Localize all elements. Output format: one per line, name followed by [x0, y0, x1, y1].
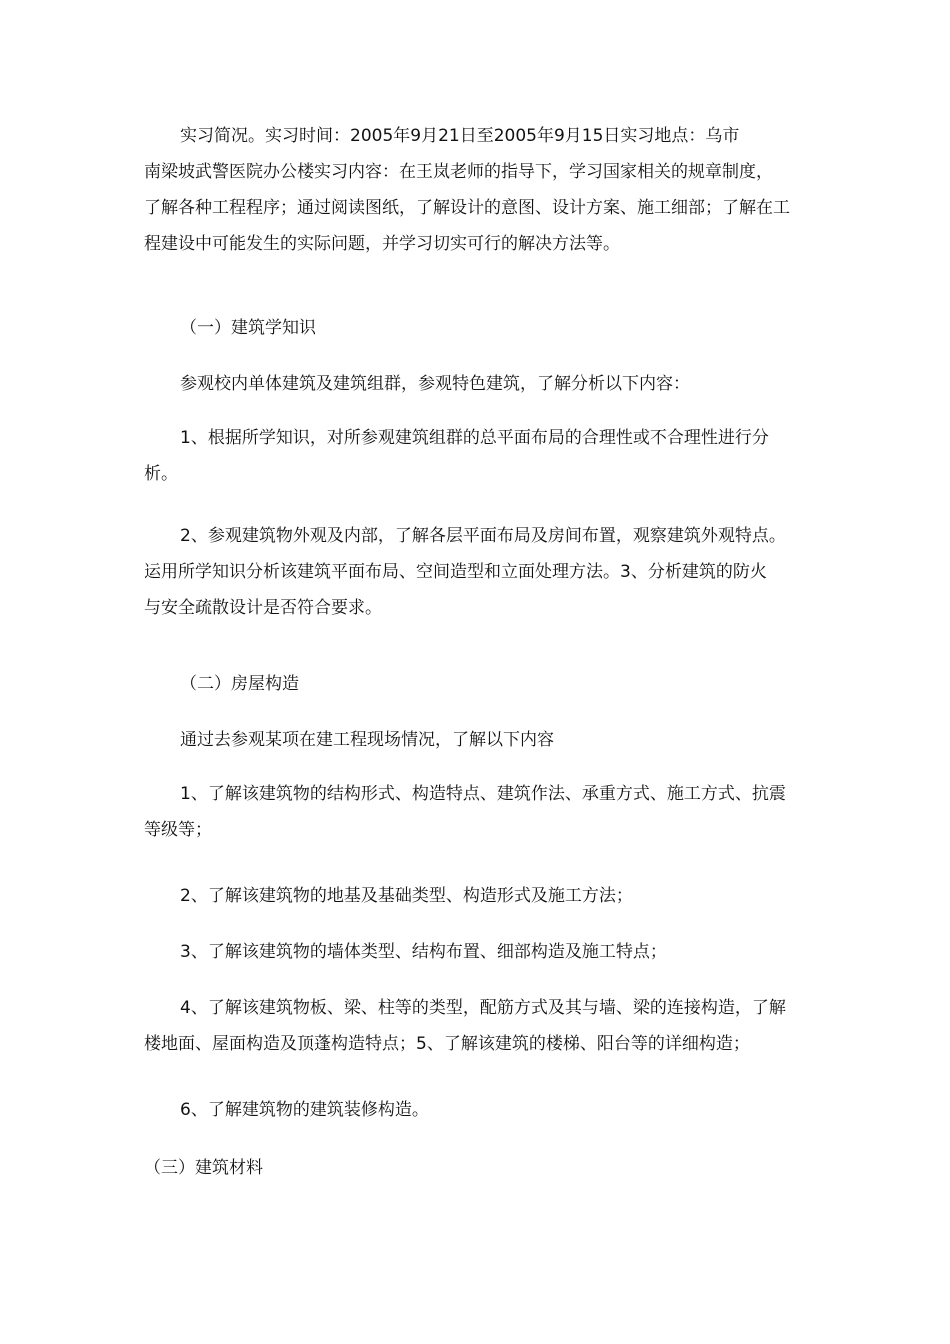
list-item	[144, 420, 808, 492]
section-heading: （二）房屋构造	[180, 674, 299, 694]
text-line: 2、参观建筑物外观及内部，了解各层平面布局及房间布置，观察建筑外观特点。	[180, 526, 786, 546]
text-line: 1、了解该建筑物的结构形式、构造特点、建筑作法、承重方式、施工方式、抗震	[180, 784, 786, 804]
list-item	[144, 990, 808, 1062]
text-line: 程建设中可能发生的实际问题，并学习切实可行的解决方法等。	[144, 234, 620, 254]
list-item: 2、了解该建筑物的地基及基础类型、构造形式及施工方法；	[180, 886, 633, 906]
text-line: 楼地面、屋面构造及顶蓬构造特点；5、了解该建筑的楼梯、阳台等的详细构造；	[144, 1034, 750, 1054]
text-line: 实习简况。实习时间：2005年9月21日至2005年9月15日实习地点：乌市	[180, 126, 740, 146]
text-line: 1、根据所学知识，对所参观建筑组群的总平面布局的合理性或不合理性进行分	[180, 428, 769, 448]
text-line: 4、了解该建筑物板、梁、柱等的类型，配筋方式及其与墙、梁的连接构造，了解	[180, 998, 786, 1018]
text-line: 南梁坡武警医院办公楼实习内容：在王岚老师的指导下，学习国家相关的规章制度，	[144, 162, 773, 182]
paragraph: 参观校内单体建筑及建筑组群，参观特色建筑，了解分析以下内容：	[180, 374, 690, 394]
section-heading: （三）建筑材料	[144, 1158, 263, 1178]
intro-paragraph	[144, 118, 808, 262]
list-item	[144, 776, 808, 848]
list-item: 3、了解该建筑物的墙体类型、结构布置、细部构造及施工特点；	[180, 942, 667, 962]
paragraph: 通过去参观某项在建工程现场情况，了解以下内容	[180, 730, 554, 750]
text-line: 运用所学知识分析该建筑平面布局、空间造型和立面处理方法。3、分析建筑的防火	[144, 562, 767, 582]
list-item	[144, 518, 808, 626]
text-line: 析。	[144, 464, 178, 484]
list-item: 6、了解建筑物的建筑装修构造。	[180, 1100, 429, 1120]
text-line: 与安全疏散设计是否符合要求。	[144, 598, 382, 618]
text-line: 等级等；	[144, 820, 212, 840]
text-line: 了解各种工程程序；通过阅读图纸，了解设计的意图、设计方案、施工细部；了解在工	[144, 198, 790, 218]
section-heading: （一）建筑学知识	[180, 318, 316, 338]
